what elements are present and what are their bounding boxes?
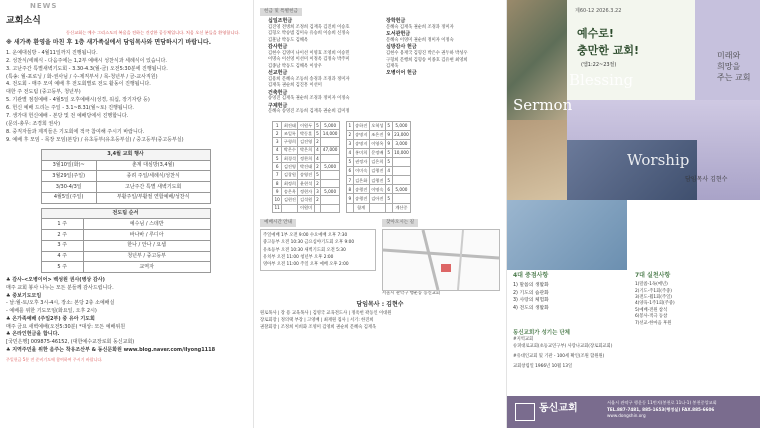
list-item: 3) 사랑의 체험화 <box>513 298 549 304</box>
tagline-line: 희망을 <box>717 62 741 72</box>
footer <box>507 396 760 428</box>
table-cell <box>392 158 411 167</box>
info-row <box>260 217 500 297</box>
table-row <box>273 196 340 204</box>
table-cell: 구형희 <box>283 139 296 145</box>
footer-phone: TEL.887-7481, 885-1653(행정실) FAX.885-6606 <box>607 406 715 412</box>
finance-tables <box>260 121 500 213</box>
table-cell: 김아진 <box>369 194 385 203</box>
table-cell: 5 <box>385 121 392 130</box>
table-cell: 최정희 <box>283 180 296 186</box>
table-cell <box>321 154 340 162</box>
table-cell: 9 <box>273 187 282 195</box>
worship-info <box>260 217 376 297</box>
table-cell <box>321 138 340 146</box>
table-cell: 김은희 <box>369 158 385 167</box>
table-cell: 정찬희 <box>299 155 313 161</box>
table-row <box>346 185 410 194</box>
address: 서울시 관악구 행운동 동신교회 <box>382 290 441 296</box>
table-cell: 송행진 <box>353 194 369 203</box>
table-cell: 5,000 <box>321 163 340 171</box>
script-word: Worship <box>627 151 690 169</box>
tagline <box>717 50 760 84</box>
table-cell: 이영옥 <box>369 140 385 149</box>
table-cell: 2 <box>346 130 353 139</box>
table-cell: 송행진 <box>353 185 369 194</box>
offering-line: 김훈남 박동도 김해옥 <box>268 37 309 43</box>
table-cell: 5 <box>273 154 282 162</box>
table-cell: 5 <box>316 122 319 128</box>
table-cell: 바나바 / 루디아 <box>83 230 210 241</box>
table-cell: 6 <box>385 185 392 194</box>
table-cell: 한나 / 안나 / 요셉 <box>83 240 210 251</box>
footer-contact <box>607 400 757 420</box>
table-cell: 2 <box>316 197 319 203</box>
table-cell: 윤현석 <box>299 180 313 186</box>
section-header: 찾아오시는 길 <box>382 219 418 227</box>
note-item: ♣ 감사-<오병이어> 백성원 권사(병상 감사) <box>6 277 105 283</box>
news-item: 9. 예배 후 모임 - 목장 모임(본당) / 유초등부(유초등부실) / 중고등부(중고등부실) <box>6 137 184 143</box>
list-item: 4) 전도의 생활화 <box>513 306 549 312</box>
table-cell: 1 <box>273 121 282 129</box>
news-item: 대한 주 전도팀 (중고등부, 청년부) <box>6 89 81 96</box>
table-cell: 송하진 <box>353 121 369 130</box>
news-item: 1. 운예대심방 - 4월11일까지 진행됩니다. <box>6 49 98 56</box>
table-row <box>273 179 340 187</box>
table-cell: 10,000 <box>392 149 411 158</box>
list-item: 5)예배-전원 참석 <box>635 307 668 313</box>
table-cell: 10 <box>274 197 280 203</box>
table-cell: 김석원 <box>299 197 313 203</box>
table-row <box>346 130 410 139</box>
offering-line: 김재욱 권순희 김진흥 이선미 <box>268 83 322 89</box>
offering-line: 김진영 전병희 조정희 김재욱 김진희 이승호 <box>268 24 350 30</box>
news-item: 5. 기관별 점검예배 - 4월5일 오후예배시(성경, 워십, 장기자랑 등) <box>6 97 150 104</box>
finance-table-left <box>272 121 340 213</box>
table-cell: 김창원 <box>283 172 296 178</box>
table-cell <box>385 203 392 212</box>
offering-line: 구형희 문행희 김형송 이종호 김유현 최영희 <box>386 57 468 63</box>
map-box <box>382 229 500 291</box>
table-cell <box>321 179 340 187</box>
table-row <box>346 149 410 158</box>
table-cell: 박진태 <box>299 163 313 169</box>
table-cell <box>392 167 411 176</box>
misc-note: #유대인교회 및 기관 - 100세 확인(조원 합원원) <box>513 354 605 360</box>
table-cell: 6 <box>346 167 353 176</box>
worship-line: 중고등부 오전 10:30 금요심야기도회 오후 9:00 <box>263 240 355 246</box>
goal-section <box>513 330 757 370</box>
staff-line: 장로회장 | 정의택 부장 | 고영배 | 최재원 집사 | 서기: 한진희 <box>260 317 374 323</box>
schedule-header: 3,4월 교회 행사 <box>41 149 210 160</box>
offering-title: 도서관헌금 <box>386 31 411 38</box>
table-cell: 5,000 <box>321 121 340 129</box>
tagline-line: 주는 교회 <box>717 73 751 83</box>
table-cell: 고난주간 특별 새벽기도회 <box>96 182 210 193</box>
verse: (엡1:22~23절) <box>581 62 617 69</box>
offering-title: 건축헌금 <box>268 89 288 96</box>
table-cell: 5 <box>346 158 353 167</box>
table-cell: 4 <box>316 147 319 153</box>
table-cell: 23,000 <box>392 130 411 139</box>
table-cell: 종려 주일/세례식/성찬식 <box>96 171 210 182</box>
table-cell: 송명지 <box>353 140 369 149</box>
table-cell <box>392 194 411 203</box>
section-header: 헌금 및 특별헌금 <box>260 8 302 16</box>
bottom-note: 주일헌금 5분 전 준비기도에 참여하여 주시기 바랍니다. <box>6 356 103 362</box>
table-cell: 조은진 <box>369 130 385 139</box>
table-cell: 예수님 / 스데반 <box>83 219 210 230</box>
table-cell: 9 <box>385 140 392 149</box>
ministry-title: 4대 중점사항 <box>513 272 549 279</box>
table-cell: 5 <box>316 130 319 136</box>
table-cell: 3,000 <box>392 140 411 149</box>
worship-line: 유초등부 오전 10:30 새벽기도회 오전 5:30 <box>263 247 346 253</box>
table-cell <box>282 204 298 212</box>
list-item: 2) 기도의 습관화 <box>513 290 549 296</box>
table-row <box>273 121 340 129</box>
news-item: 3. 고난주간 특별새벽기도회 - 3.30-4.3(월-금) 오전5:30분에 진행됩니다. <box>6 65 168 72</box>
page-title: 교회소식 <box>6 16 41 26</box>
table-cell: 조일록 <box>283 130 296 136</box>
table-cell: 이원미 <box>299 205 313 211</box>
table-cell: 2 <box>316 163 319 169</box>
offering-line: 문혜숙 이영미 권순희 정미자 이정숙 <box>386 38 454 44</box>
table-cell: 5,000 <box>321 187 340 195</box>
intro-text: 동신교회는 예수 그리스도의 복음을 전하는 건강한 공동체입니다. 처음 오신 분들을 환영합니다. <box>66 30 240 36</box>
offering-panel <box>253 0 506 428</box>
table-row <box>41 230 210 241</box>
script-word: Blessing <box>569 71 634 89</box>
name-line: CHURCH <box>631 220 660 228</box>
table-cell: 춘계 대심방(3,4월) <box>96 160 210 171</box>
table-cell <box>369 203 385 212</box>
table-row <box>41 171 210 182</box>
table-row <box>273 171 340 179</box>
table-cell: 5,000 <box>392 185 411 194</box>
goal-list <box>513 337 757 351</box>
offering-line: 김종남 박동도 김해옥 이상우 <box>268 63 322 69</box>
news-item: 2. 성찬식/세례식 - 다음주에는 1,2부 예배시 성찬식과 세례식이 있습니다. <box>6 57 167 64</box>
table-cell: 박은희 <box>299 147 313 153</box>
offering-line: 송영진 김재욱 권순희 조경과 정미자 이정숙 <box>268 96 350 102</box>
news-panel <box>0 0 253 428</box>
evangelism-header: 전도팀 순서 <box>41 208 210 219</box>
table-cell: 5 <box>385 158 392 167</box>
founded-date: 교회창립일 1966년 10월 13일 <box>513 363 573 369</box>
ministry-section <box>513 272 633 313</box>
footer-address: 서울시 관악구 행운동 11번지(봉천로 11나-1) 봉천중앙교회 <box>607 400 717 405</box>
table-cell <box>321 204 340 212</box>
cover <box>507 0 760 428</box>
note-item: [국민은행] 009875-46152, (대한예수교장로회 동신교회) <box>6 339 135 345</box>
table-cell: 5 <box>385 149 392 158</box>
table-cell: 송명지 <box>353 130 369 139</box>
table-cell: 청년부 / 중고등부 <box>83 251 210 262</box>
news-item: (특송: 월-포로닝 / 화-권사님 / 수-제직부서 / 목-청년부 / 금-교사직원) <box>6 73 158 80</box>
table-cell: 김진영 <box>283 163 296 169</box>
staff-line: 권찰회장 | 조정희 이희화 조영미 김영희 권순희 문혜숙 김재욱 <box>260 324 377 330</box>
cover-panel <box>506 0 760 428</box>
worship-line: 유치부 오전 11:00 청년부 오후 2:00 <box>263 254 334 260</box>
pastor-name: 담임목사 김현수 <box>685 176 728 183</box>
table-cell: 부활주일/부활절 연합예배/성찬식 <box>96 192 210 203</box>
table-row <box>346 158 410 167</box>
note-item: 매주 교회 봉사 나누는 모든 분들께 감사드립니다. <box>6 284 114 291</box>
note-item: ♣ 온가족예배 (주일2부) 중 유아 기도회 <box>6 315 95 322</box>
table-cell: 4 주 <box>41 251 83 262</box>
table-cell: 3월29일(주일) <box>41 171 96 182</box>
table-cell: 9 <box>346 194 353 203</box>
table-cell: 이명숙 <box>369 185 385 194</box>
footer-website: www.dongshin.org <box>607 413 646 419</box>
table-cell: 14,000 <box>322 130 338 136</box>
table-cell: 오혁성 <box>369 121 385 130</box>
table-cell: 47,000 <box>322 147 338 153</box>
table-row <box>41 240 210 251</box>
table-cell: 이미숙 <box>353 167 369 176</box>
section-header: 예배시간 안내 <box>260 219 296 227</box>
table-row <box>346 194 410 203</box>
offering-title: 십일조헌금 <box>268 18 293 25</box>
table-cell: 5 주 <box>41 262 83 273</box>
table-cell: 8 <box>346 185 353 194</box>
table-row <box>273 146 340 154</box>
finance-table-right <box>346 121 411 213</box>
worship-line: 주일예배 1부 오전 9:00 수요예배 오후 7:30 <box>263 232 348 238</box>
list-item: 1) 말씀의 생활화 <box>513 283 549 289</box>
table-cell: 계산중 <box>392 203 411 212</box>
note-item: - 예배를 위한 기도모임(화요일, 오후 2시) <box>6 308 97 314</box>
list-item: 7)선교-한마음 후원 <box>635 320 672 326</box>
worship-box <box>260 229 376 271</box>
table-row <box>273 204 340 212</box>
table-cell: 최진태 <box>283 122 296 128</box>
practice-title: 7대 실천사항 <box>635 272 671 279</box>
table-cell: 4 <box>273 146 282 154</box>
table-cell: 3 <box>316 188 319 194</box>
schedule-table <box>41 149 211 204</box>
news-label: NEWS <box>30 2 58 10</box>
table-row <box>41 182 210 193</box>
table-cell: 7 <box>346 176 353 185</box>
table-cell: 박은수 <box>283 147 296 153</box>
welcome-note: ※ 새가족 환영을 마친 후 1층 새가족실에서 담임목사와 면담하시기 바랍니다. <box>6 38 211 46</box>
offering-line: 김용희 문혜숙 조동희 송경과 조경과 정미자 <box>268 76 350 82</box>
list-item: 1)말씀-1독(매년) <box>635 282 668 288</box>
table-row <box>273 130 340 138</box>
church-name: 동신교회 <box>539 403 578 414</box>
table-cell: 이원두 <box>299 122 313 128</box>
name-line: PRESBYTERIAN <box>631 212 682 220</box>
news-item: (문의-총무: 조경희 권사) <box>6 121 61 128</box>
senior-pastor: 담임목사 : 김현수 <box>356 300 404 308</box>
table-cell: 3월10일(화)~ <box>41 160 96 171</box>
table-cell: 2 <box>273 130 282 138</box>
notes-list <box>6 277 245 354</box>
offering-line: 문혜숙 송영진 조동희 김재욱 권순희 김미정 <box>268 109 350 115</box>
table-cell <box>321 196 340 204</box>
table-cell: 3 주 <box>41 240 83 251</box>
list-item: 4)양육-1주1회(주중) <box>635 301 675 307</box>
table-cell <box>346 203 353 212</box>
table-row <box>41 219 210 230</box>
tagline-box <box>695 0 760 100</box>
cover-photo <box>507 200 627 270</box>
table-row <box>41 192 210 203</box>
table-cell: 5,000 <box>392 121 411 130</box>
welcome-subtitle: 충만한 교회! <box>577 43 639 57</box>
list-item: #지역교회 <box>513 337 534 343</box>
news-item: 8. 중직자들과 제직들은 기도회에 적극 참여해 주시기 바랍니다. <box>6 129 145 136</box>
table-cell: 김은화 <box>353 176 369 185</box>
table-cell: 2 주 <box>41 230 83 241</box>
offering-title: 감사헌금 <box>268 44 288 51</box>
offering-line: 문혜숙 김재욱 권순희 조경과 정미자 <box>386 24 454 30</box>
table-cell: 박동훈 <box>299 130 313 136</box>
offering-title: 오병이어 헌금 <box>386 70 417 77</box>
offering-left <box>268 18 382 116</box>
offering-right <box>386 18 500 116</box>
table-cell: 5 <box>316 172 319 178</box>
table-row <box>346 203 410 212</box>
table-cell: 3 <box>346 140 353 149</box>
table-row <box>41 251 210 262</box>
table-cell: 4 <box>316 155 319 161</box>
table-row <box>41 160 210 171</box>
offering-line: 김현수 용재국 김형진 박은수 권두하 박성우 <box>386 51 468 57</box>
table-cell <box>321 171 340 179</box>
note-item: ♣ 온라인헌금을 합니다. <box>6 331 60 338</box>
table-cell: 11 <box>274 205 280 211</box>
name-line: DONGSHIN <box>631 205 668 212</box>
table-row <box>273 163 340 171</box>
table-cell: 문정배 <box>369 149 385 158</box>
table-cell: 2 <box>316 180 319 186</box>
table-cell: 정현자 <box>299 188 313 194</box>
table-cell: 4 <box>385 167 392 176</box>
ministry-list <box>513 282 633 313</box>
table-cell: 2 <box>316 139 319 145</box>
table-row <box>273 187 340 195</box>
list-item: 6)봉사-적극 동참 <box>635 314 668 320</box>
table-cell: 3 <box>273 138 282 146</box>
goal-title: 동신교회가 성기는 단체 <box>513 330 570 336</box>
staff-line: 원로목사 | 장 용 교육목사 | 김영국 교육전도사 | 정옥헌 곽동인 이대원 <box>260 310 392 316</box>
list-item: 2)기도-주1회(주중) <box>635 288 672 294</box>
table-cell: 5 <box>385 176 392 185</box>
welcome-title: 예수로! <box>577 26 614 40</box>
table-cell: 8 <box>273 179 282 187</box>
table-cell: 송은옥 <box>283 188 296 194</box>
evangelism-table <box>41 208 211 274</box>
table-cell: 김행진 <box>369 176 385 185</box>
script-word: Love <box>719 241 756 259</box>
table-cell: 4 <box>346 149 353 158</box>
staff-list <box>260 311 500 332</box>
practice-section <box>635 272 759 327</box>
map-info <box>382 217 500 297</box>
table-cell: 송영진 <box>299 172 313 178</box>
table-row <box>273 154 340 162</box>
note-item: ♣ 중보기도모임 <box>6 292 42 299</box>
offering-line: 이명숙 이선영 이선미 이정옥 김정숙 박주미 <box>268 57 350 63</box>
table-row <box>273 138 340 146</box>
table-row <box>346 176 410 185</box>
news-item: 4. 전도회 - 매주 모여 예배 후 전도회별로 전도 활동이 진행됩니다. <box>6 81 151 88</box>
news-list <box>6 50 245 144</box>
note-item: ♣ 지역주민을 위한 음주는 착유조산부 & 동신문화원 www.blog.naver.com/ilyong1118 <box>6 346 216 353</box>
offering-title: 심방감사 헌금 <box>386 44 417 51</box>
table-row <box>41 262 210 273</box>
table-cell <box>392 176 411 185</box>
offering-columns <box>260 18 500 116</box>
cover-photo <box>507 120 567 200</box>
offering-line: 김현수 김영미 나이선 이영효 조영희 이승민 <box>268 50 350 56</box>
script-word: Sermon <box>513 96 573 114</box>
table-row <box>346 167 410 176</box>
table-cell: 홍미희 <box>353 149 369 158</box>
church-english-name <box>631 205 682 228</box>
table-cell: 6 <box>273 163 282 171</box>
table-cell: 최경석 <box>283 155 296 161</box>
offering-line: 김형오 박승범 김미숙 유승희 이승희 신정숙 <box>268 31 350 37</box>
offering-title: 구제헌금 <box>268 102 288 109</box>
table-row <box>346 140 410 149</box>
table-cell <box>314 204 321 212</box>
worship-line: 영아부 오전 11:00 주일 오후 예배 오후 2:00 <box>263 262 349 268</box>
table-cell: 3/30-4/3일 <box>41 182 96 193</box>
table-cell: 5 <box>385 194 392 203</box>
news-item: 7. 생가대 헌신예배 - 본당 및 전 예배당에서 진행합니다. <box>6 113 129 120</box>
table-cell: 합계 <box>353 203 369 212</box>
map-graphic <box>383 230 499 290</box>
list-item: 3)전도-월1회(주일) <box>635 294 672 300</box>
table-row <box>346 121 410 130</box>
issue-number: 제60-12 2026.3.22 <box>575 8 622 14</box>
table-cell: 9 <box>385 130 392 139</box>
table-cell: 김진영 <box>299 139 313 145</box>
table-cell: 1 주 <box>41 219 83 230</box>
offering-title: 선교헌금 <box>268 70 288 77</box>
table-cell: 4월5일(주일) <box>41 192 96 203</box>
note-item: - 날:월-토/오후 3시-4시, 장소: 본당 2층 소예배실 <box>6 300 115 307</box>
tagline-line: 미래와 <box>717 51 741 60</box>
church-logo-icon <box>515 403 535 421</box>
table-cell: 김현진 <box>283 197 296 203</box>
offering-title: 장학헌금 <box>386 18 406 25</box>
list-item: 슈퍼대로교회(초등교연구부) 사랑나교회(장로회교회) <box>513 344 613 350</box>
note-item: 매주 금요 새벽예배(오전5:30분) *대상: 모든 예배위원 <box>6 323 126 330</box>
table-cell: 교역자 <box>83 262 210 273</box>
table-cell: 김행진 <box>369 167 385 176</box>
table-cell: 권정자 <box>353 158 369 167</box>
offering-line: 김재욱 <box>386 64 399 69</box>
table-cell: 7 <box>273 171 282 179</box>
table-cell: 1 <box>346 121 353 130</box>
practice-list <box>635 282 759 327</box>
news-item: 6. 헌신 예배 드리는 주일 - 3.1~8.31(월~토) 진행됩니다. <box>6 105 134 112</box>
